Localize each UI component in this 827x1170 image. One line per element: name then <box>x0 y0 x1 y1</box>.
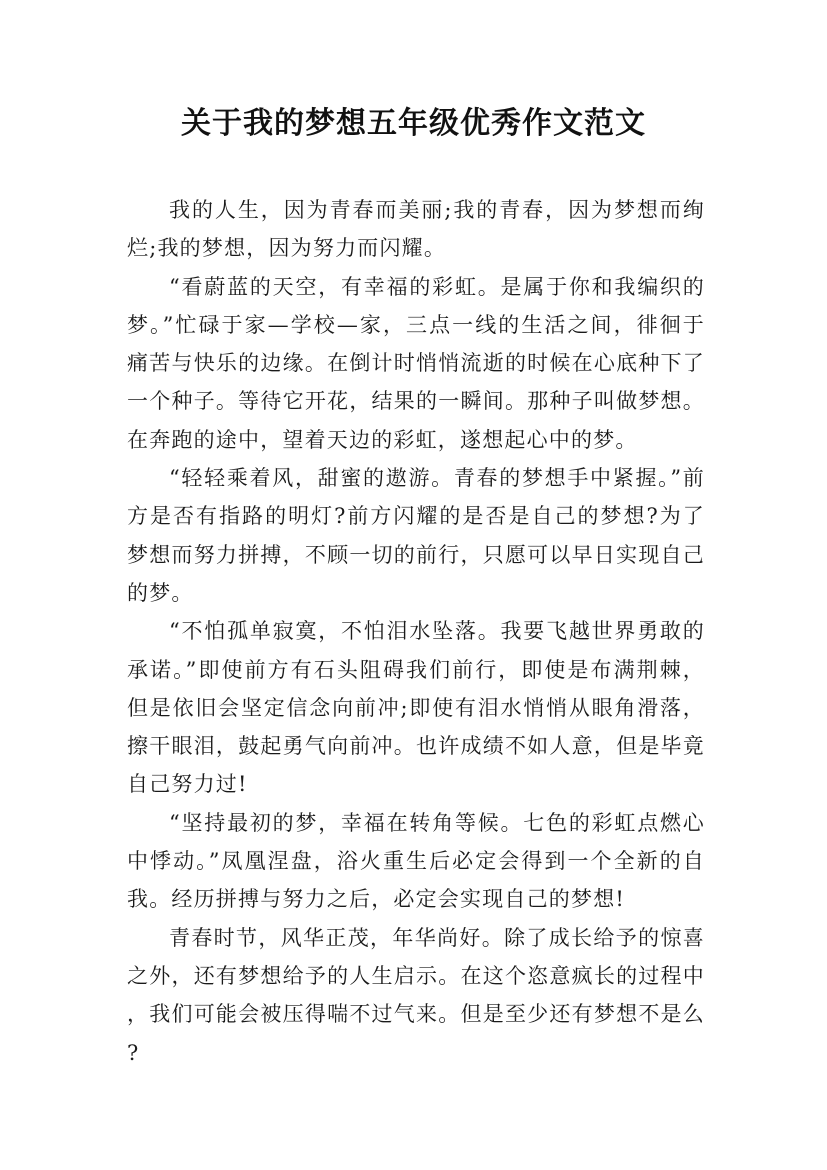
paragraph: “坚持最初的梦，幸福在转角等候。七色的彩虹点燃心中悸动。”凤凰涅盘，浴火重生后必定会得到一个全新的自我。经历拼搏与努力之后，必定会实现自己的梦想! <box>127 810 705 912</box>
paragraph: 我的人生，因为青春而美丽;我的青春，因为梦想而绚烂;我的梦想，因为努力而闪耀。 <box>127 198 705 261</box>
paragraph: “不怕孤单寂寞，不怕泪水坠落。我要飞越世界勇敢的承诺。”即使前方有石头阻碍我们前行，即使是布满荆棘，但是依旧会坚定信念向前冲;即使有泪水悄悄从眼角滑落，擦干眼泪，鼓起勇气向前冲。也许成绩不如人意，但是毕竟自己努力过! <box>127 619 705 797</box>
paragraph: 青春时节，风华正茂，年华尚好。除了成长给予的惊喜之外，还有梦想给予的人生启示。在这个恣意疯长的过程中，我们可能会被压得喘不过气来。但是至少还有梦想不是么? <box>127 925 705 1065</box>
paragraph: “轻轻乘着风，甜蜜的遨游。青春的梦想手中紧握。”前方是否有指路的明灯?前方闪耀的是否是自己的梦想?为了梦想而努力拼搏，不顾一切的前行，只愿可以早日实现自己的梦。 <box>127 466 705 605</box>
paragraph: “看蔚蓝的天空，有幸福的彩虹。是属于你和我编织的梦。”忙碌于家—学校—家，三点一线的生活之间，徘徊于痛苦与快乐的边缘。在倒计时悄悄流逝的时候在心底种下了一个种子。等待它开花，结果的一瞬间。那种子叫做梦想。在奔跑的途中，望着天边的彩虹，遂想起心中的梦。 <box>127 274 705 452</box>
document-body <box>127 191 705 1072</box>
document-title: 关于我的梦想五年级优秀作文范文 <box>181 106 646 141</box>
